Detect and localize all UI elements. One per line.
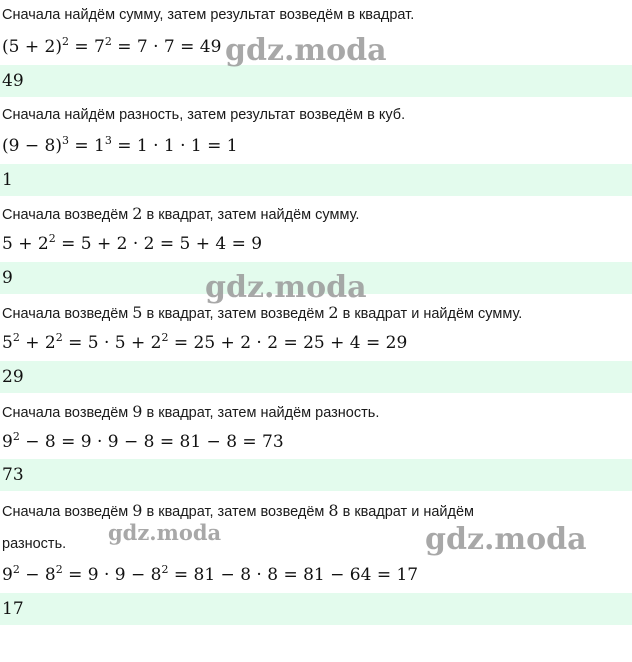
watermark: gdz.moda (108, 520, 222, 545)
math-expression: $(5 + 2)^2 = 7^2 = 7 \cdot 7 = 49$ (2, 35, 222, 57)
step-text: Сначала найдём разность, затем результат возведём в куб. (2, 107, 406, 123)
step-text: Сначала возведём 2 в квадрат, затем найдём сумму. (2, 204, 360, 223)
step-text: Сначала возведём 9 в квадрат, затем найдём разность. (2, 402, 380, 421)
answer-value: 17 (2, 599, 24, 619)
math-expression: $9^2 - 8 = 9 \cdot 9 - 8 = 81 - 8 = 73$ (2, 430, 284, 452)
answer-value: 29 (2, 367, 24, 387)
watermark: gdz.moda (225, 33, 387, 68)
answer-row (0, 164, 632, 196)
watermark: gdz.moda (425, 522, 587, 557)
answer-value: 1 (2, 170, 13, 190)
watermark: gdz.moda (205, 270, 367, 305)
math-expression: $5 + 2^2 = 5 + 2 \cdot 2 = 5 + 4 = 9$ (2, 232, 263, 254)
math-expression: $(9 - 8)^3 = 1^3 = 1 \cdot 1 \cdot 1 = 1$ (2, 134, 238, 156)
answer-row (0, 65, 632, 97)
step-text-continued: разность. (2, 536, 67, 552)
math-expression: $5^2 + 2^2 = 5 \cdot 5 + 2^2 = 25 + 2 \cdot 2 = 25 + 4 = 29$ (2, 331, 408, 353)
answer-row (0, 459, 632, 491)
answer-row (0, 593, 632, 625)
answer-row (0, 361, 632, 393)
step-text: Сначала возведём 9 в квадрат, затем возведём 8 в квадрат и найдём (2, 501, 475, 520)
math-expression: $9^2 - 8^2 = 9 \cdot 9 - 8^2 = 81 - 8 \cdot 8 = 81 - 64 = 17$ (2, 563, 419, 585)
step-text: Сначала найдём сумму, затем результат возведём в квадрат. (2, 7, 415, 23)
answer-value: 73 (2, 465, 24, 485)
answer-value: 49 (2, 71, 24, 91)
answer-value: 9 (2, 268, 13, 288)
step-text: Сначала возведём 5 в квадрат, затем возведём 2 в квадрат и найдём сумму. (2, 303, 523, 322)
